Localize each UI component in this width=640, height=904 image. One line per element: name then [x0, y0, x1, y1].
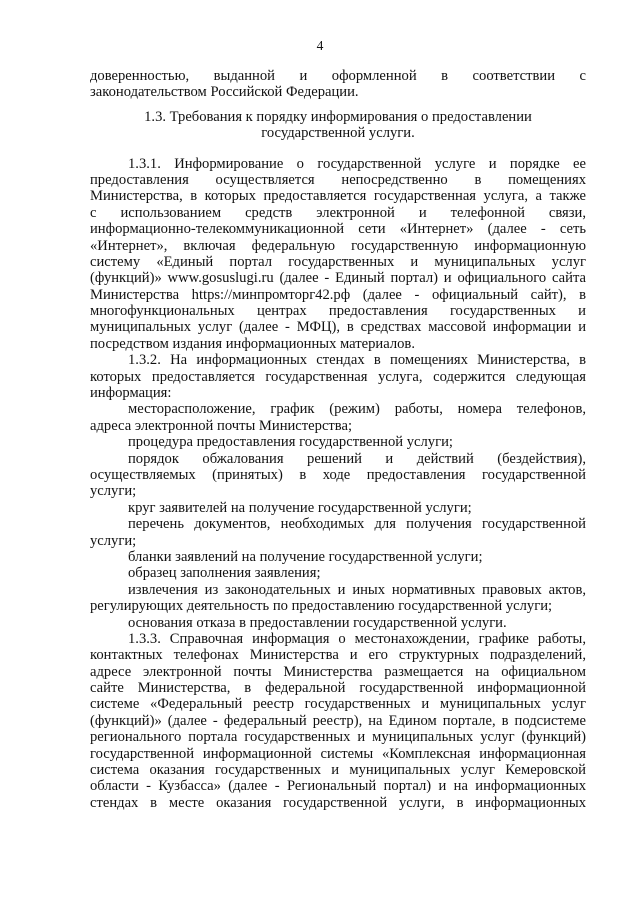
- text-line: 1.3.2. На информационных стендах в помещениях Министерства, в: [128, 352, 586, 369]
- text-line: сайте Министерства, в федеральной государственной информационной: [90, 680, 586, 697]
- spacer: [90, 142, 586, 156]
- text-line: законодательством Российской Федерации.: [90, 84, 359, 101]
- section-heading-line: 1.3. Требования к порядку информирования о предоставлении: [144, 108, 532, 125]
- text-line: информация:: [90, 385, 172, 402]
- text-line: осуществляемых (принятых) в ходе предоставления государственной: [90, 466, 586, 483]
- text-line: Министерства https://минпромторг42.рф (далее - официальный сайт), в: [90, 286, 586, 303]
- text-line: предоставления осуществляется непосредственно в помещениях: [90, 171, 586, 188]
- text-line: доверенностью, выданной и оформленной в соответствии с: [90, 68, 586, 84]
- text-line: информационно-телекоммуникационной сети «Интернет» (далее - сеть: [90, 221, 586, 238]
- text-line: основания отказа в предоставлении государственной услуги.: [128, 614, 507, 631]
- section-heading-line: государственной услуги.: [261, 125, 415, 142]
- text-line: 1.3.1. Информирование о государственной услуге и порядке ее: [128, 155, 586, 172]
- text-line: Министерства, в которых предоставляется государственная услуга, а также: [90, 188, 586, 205]
- text-line: стендах в месте оказания государственной услуги, в информационных: [90, 794, 586, 811]
- text-line: государственной информационной системы «Комплексная информационная: [90, 745, 586, 762]
- text-line: которых предоставляется государственная услуга, содержится следующая: [90, 368, 586, 385]
- text-line: регулирующих деятельность по предоставлению государственной услуги;: [90, 598, 553, 615]
- page-number: 4: [316, 38, 324, 53]
- text-line: с использованием средств электронной и телефонной связи,: [90, 204, 586, 221]
- text-line: системе «Федеральный реестр государственных и муниципальных услуг: [90, 696, 586, 713]
- text-line: адреса электронной почты Министерства;: [90, 417, 353, 434]
- spacer: [90, 101, 586, 109]
- text-line: система оказания государственных и муниципальных услуг Кемеровской: [90, 762, 586, 779]
- text-line: круг заявителей на получение государственной услуги;: [128, 499, 472, 516]
- document-body: [90, 68, 586, 811]
- text-line: многофункциональных центрах предоставления государственных и: [90, 303, 586, 320]
- text-line: образец заполнения заявления;: [128, 565, 321, 582]
- text-line: посредством издания информационных материалов.: [90, 335, 415, 352]
- text-line: порядок обжалования решений и действий (бездействия),: [128, 450, 586, 467]
- text-line: области - Кузбасса» (далее - Региональный портал) и на информационных: [90, 778, 586, 795]
- text-line: бланки заявлений на получение государственной услуги;: [128, 548, 483, 565]
- text-line: перечень документов, необходимых для получения государственной: [128, 516, 586, 533]
- text-line: муниципальных услуг (далее - МФЦ), в средствах массовой информации и: [90, 319, 586, 336]
- text-line: (функций)» www.gosuslugi.ru (далее - Единый портал) и официального сайта: [90, 270, 586, 287]
- text-line: регионального портала государственных и муниципальных услуг (функций): [90, 729, 586, 746]
- text-line: процедура предоставления государственной услуги;: [128, 434, 453, 451]
- text-line: услуги;: [90, 532, 137, 549]
- text-line: услуги;: [90, 483, 137, 500]
- text-line: систему «Единый портал государственных и муниципальных услуг: [90, 253, 586, 270]
- text-line: 1.3.3. Справочная информация о местонахождении, графике работы,: [128, 630, 586, 647]
- text-line: «Интернет», включая федеральную государственную информационную: [90, 237, 586, 254]
- text-line: извлечения из законодательных и иных нормативных правовых актов,: [128, 581, 586, 598]
- text-line: контактных телефонах Министерства и его структурных подразделений,: [90, 647, 586, 664]
- text-line: (функций)» (далее - федеральный реестр), на Едином портале, в подсистеме: [90, 712, 586, 729]
- text-line: месторасположение, график (режим) работы, номера телефонов,: [128, 401, 586, 418]
- text-line: адресе электронной почты Министерства размещается на официальном: [90, 663, 586, 680]
